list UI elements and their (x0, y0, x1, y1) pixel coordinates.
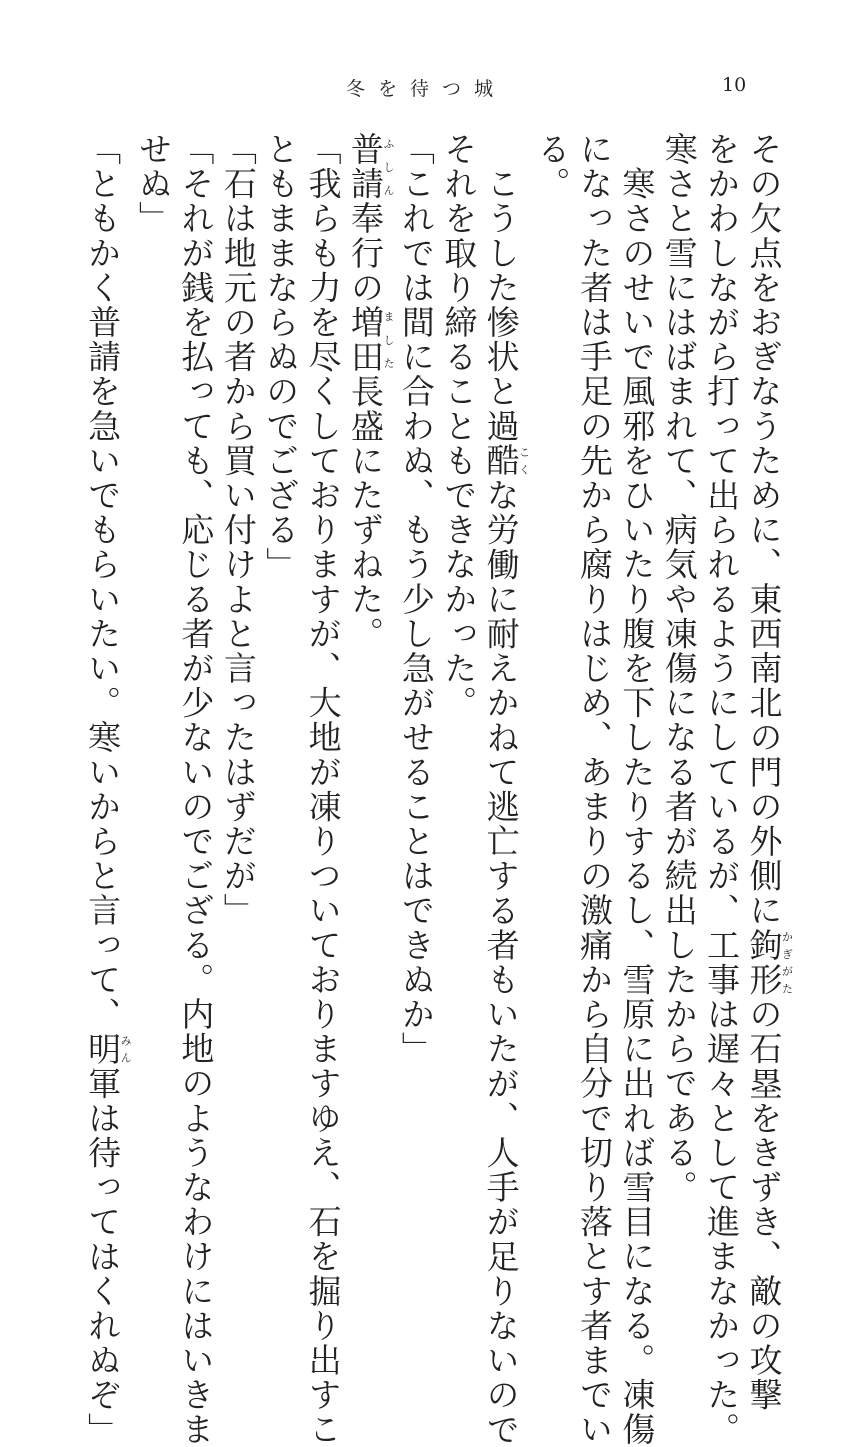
ruby-base: 増田 (345, 305, 385, 375)
ruby-word (345, 132, 395, 202)
text-segment: な労働に耐えかねて逃亡する者もいたが、人手が足りないので (481, 478, 521, 1447)
text-segment: こうした惨状と過 (481, 132, 521, 444)
text-segment: 長盛にたずねた。 (345, 374, 385, 652)
ruby-word (481, 443, 531, 479)
text-line: それを取り締ることもできなかった。 (439, 132, 479, 721)
page-number: 10 (722, 74, 747, 96)
ruby-word (345, 305, 395, 375)
ruby-reading: こく (517, 443, 531, 478)
ruby-word (744, 927, 794, 998)
ruby-reading: みん (119, 1031, 133, 1067)
text-segment: その欠点をおぎなうために、東西南北の門の外側に (744, 132, 784, 928)
page-header-title: 冬を待つ城 (346, 78, 507, 100)
vertical-text-body (81, 132, 794, 1447)
text-line: る。 (532, 132, 572, 202)
text-line: 「石は地元の者から買い付けよと言ったはずだが」 (218, 132, 258, 928)
text-segment: 「ともかく普請を急いでもらいたい。寒いからと言って、 (83, 132, 123, 1032)
text-line: せぬ」 (134, 132, 174, 236)
text-segment: の石塁をきずき、敵の攻撃 (744, 997, 784, 1413)
text-line: 寒さと雪にはばまれて、病気や凍傷になる者が続出したからである。 (659, 132, 699, 1205)
ruby-base: 酷 (481, 443, 521, 479)
text-segment: 奉行の (345, 201, 385, 306)
text-line: 「それが銭を払っても、応じる者が少ないのでござる。内地のようなわけにはいきま (176, 132, 216, 1447)
text-line: ともままならぬのでござる」 (261, 132, 301, 582)
ruby-reading: かぎがた (780, 927, 794, 997)
text-line: をかわしながら打って出られるようにしているが、工事は遅々として進まなかった。 (702, 132, 742, 1447)
ruby-reading: ました (381, 305, 395, 375)
text-line: 「我らも力を尽くしておりますが、大地が凍りついておりますゆえ、石を掘り出すこ (303, 132, 343, 1447)
text-line: 「これでは間に合わぬ、もう少し急がせることはできぬか」 (396, 132, 436, 1067)
ruby-base: 明 (83, 1031, 123, 1067)
text-line: 寒さのせいで風邪をひいたり腹を下したりするし、雪原に出れば雪目になる。凍傷 (617, 132, 657, 1447)
ruby-base: 鉤形 (744, 927, 784, 998)
text-segment: 軍は待ってはくれぬぞ」 (83, 1066, 123, 1447)
ruby-base: 普請 (345, 132, 385, 202)
text-line (742, 132, 794, 1413)
text-line: になった者は手足の先から腐りはじめ、あまりの激痛から自分で切り落とす者までい (574, 132, 614, 1447)
text-line (344, 132, 395, 1132)
text-line (81, 132, 133, 1447)
text-line (479, 132, 531, 1447)
ruby-word (83, 1031, 133, 1067)
ruby-reading: ふしん (381, 132, 395, 202)
